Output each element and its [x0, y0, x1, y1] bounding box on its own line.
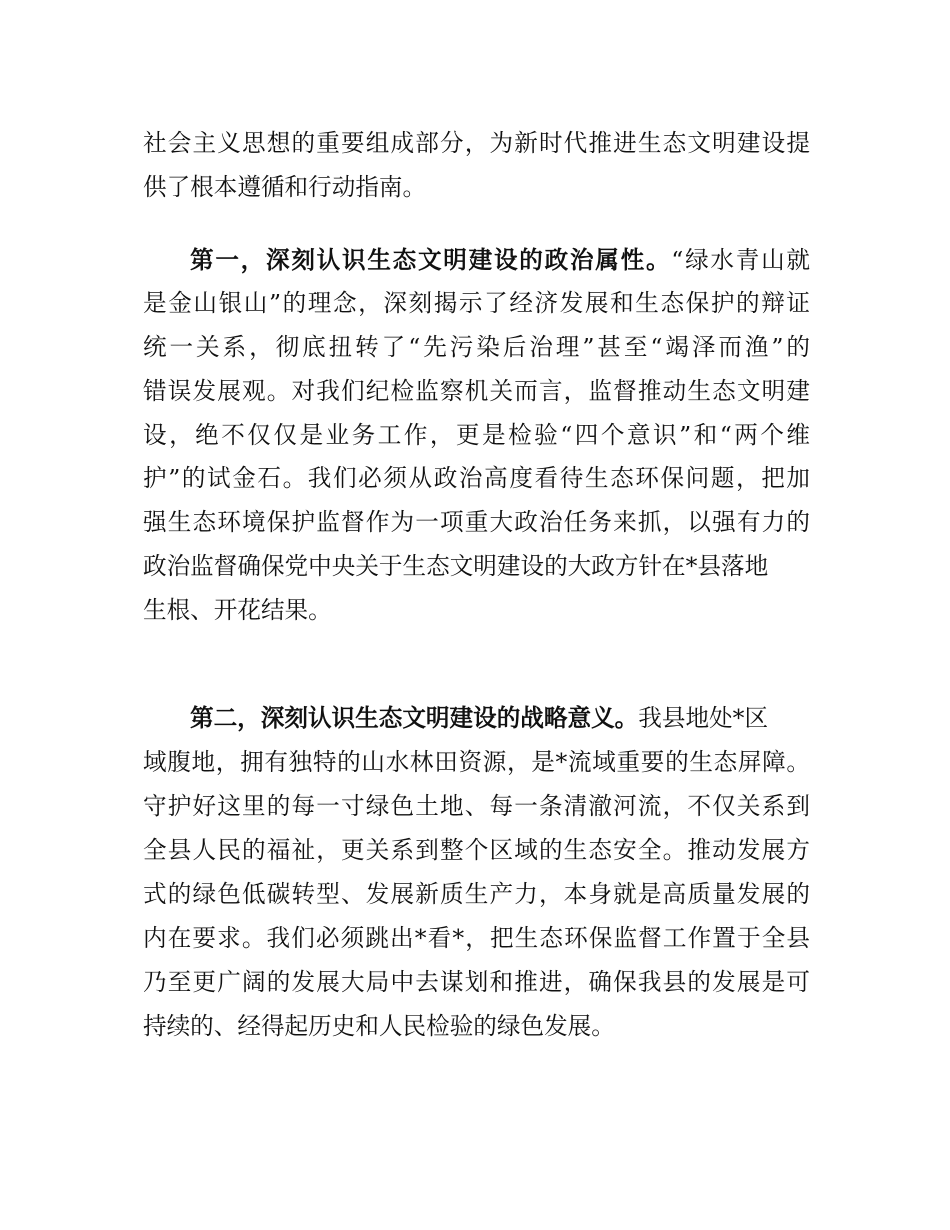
text-line: 社会主义思想的重要组成部分，为新时代推进生态文明建设提 [143, 129, 810, 157]
text-line: 错误发展观。对我们纪检监察机关而言，监督推动生态文明建 [143, 377, 810, 405]
text-line: 设，绝不仅仅是业务工作，更是检验“四个意识”和“两个维 [143, 421, 810, 449]
text-line: 政治监督确保党中央关于生态文明建设的大政方针在*县落地 [143, 552, 769, 580]
text-segment: 我县地处*区 [638, 704, 769, 732]
text-line: 全县人民的福祉，更关系到整个区域的生态安全。推动发展方 [143, 836, 810, 864]
text-line: 统一关系，彻底扭转了“先污染后治理”甚至“竭泽而渔”的 [143, 333, 810, 361]
text-line: 护”的试金石。我们必须从政治高度看待生态环保问题，把加 [143, 464, 810, 492]
text-segment: “绿水青山就 [671, 246, 811, 274]
text-line [190, 696, 810, 740]
text-line: 强生态环境保护监督作为一项重大政治任务来抓，以强有力的 [143, 508, 810, 536]
paragraph-heading: 第一，深刻认识生态文明建设的政治属性。 [190, 246, 672, 274]
text-line: 乃至更广阔的发展大局中去谋划和推进，确保我县的发展是可 [143, 968, 810, 996]
text-line: 式的绿色低碳转型、发展新质生产力，本身就是高质量发展的 [143, 880, 810, 908]
text-line: 生根、开花结果。 [143, 596, 332, 624]
text-line: 供了根本遵循和行动指南。 [143, 173, 427, 201]
text-line: 内在要求。我们必须跳出*看*，把生态环保监督工作置于全县 [143, 924, 810, 952]
text-line [190, 238, 810, 282]
text-line: 是金山银山”的理念，深刻揭示了经济发展和生态保护的辩证 [143, 289, 810, 317]
text-line: 持续的、经得起历史和人民检验的绿色发展。 [143, 1012, 615, 1040]
text-line: 守护好这里的每一寸绿色土地、每一条清澈河流，不仅关系到 [143, 792, 810, 820]
text-line: 域腹地，拥有独特的山水林田资源，是*流域重要的生态屏障。 [143, 748, 810, 776]
paragraph-heading: 第二，深刻认识生态文明建设的战略意义。 [190, 704, 639, 732]
